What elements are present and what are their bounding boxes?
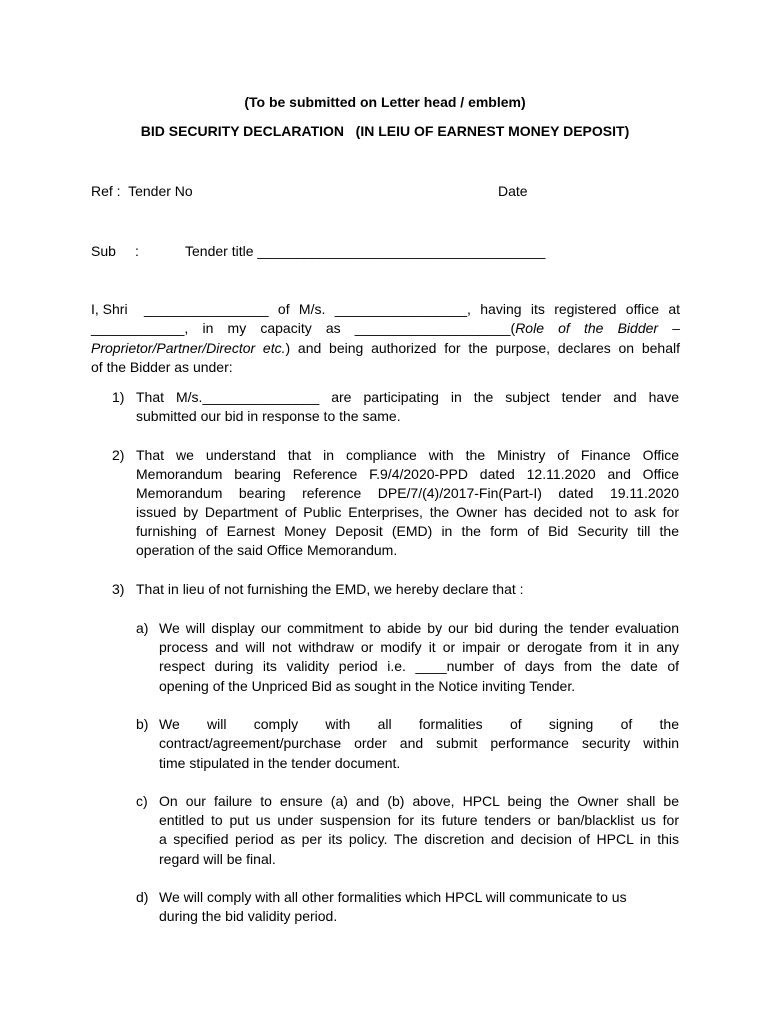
subpoint-a-line: respect during its validity period i.e. ____number of days from the date of (159, 658, 679, 674)
subpoint-a-line: We will display our commitment to abide by our bid during the tender evaluation (159, 620, 679, 636)
subpoint-c-line: entitled to put us under suspension for its future tenders or ban/blacklist us for (159, 812, 679, 828)
intro-line-1a: I, Shri (91, 301, 128, 317)
point-2-line: Memorandum bearing reference DPE/7/(4)/2017-Fin(Part-I) dated 19.11.2020 (136, 485, 679, 501)
subpoint-b-line: contract/agreement/purchase order and submit performance security within (159, 735, 679, 751)
point-2-line: issued by Department of Public Enterprises, the Owner has decided not to ask for (136, 504, 679, 520)
subpoint-d-line: We will comply with all other formalities which HPCL will communicate to us (159, 889, 627, 905)
date-label: Date (498, 183, 528, 199)
subpoint-b-label: b) (136, 716, 149, 732)
point-2-line: operation of the said Office Memorandum. (136, 542, 398, 558)
sub-label: Sub (91, 243, 116, 259)
point-2-line: Memorandum bearing Reference F.9/4/2020-PPD dated 12.11.2020 and Office (136, 466, 679, 482)
subpoint-c-line: regard will be final. (159, 851, 276, 867)
subpoint-c-label: c) (136, 793, 148, 809)
intro-line-3b: ) and being authorized for the purpose, declares on behalf (285, 340, 680, 356)
intro-line-1b: ________________ of M/s. _________________, having its registered office at (144, 301, 680, 317)
intro-role-text: Role of the Bidder – (515, 320, 680, 336)
intro-line-4: of the Bidder as under: (91, 359, 233, 375)
subpoint-c-line: On our failure to ensure (a) and (b) above, HPCL being the Owner shall be (159, 793, 679, 809)
subpoint-a-label: a) (136, 620, 149, 636)
subpoint-c-line: a specified period as per its policy. The discretion and decision of HPCL in this (159, 831, 679, 847)
subpoint-a-line: process and will not withdraw or modify it or impair or derogate from it in any (159, 639, 679, 655)
tender-title-field: Tender title _____________________________________ (185, 243, 546, 259)
point-1-line: That M/s._______________ are participating in the subject tender and have (136, 389, 679, 405)
intro-line-2a: ____________, in my capacity as ____________________( (91, 320, 516, 336)
subpoint-a-line: opening of the Unpriced Bid as sought in the Notice inviting Tender. (159, 678, 576, 694)
point-1-number: 1) (112, 389, 125, 405)
point-2-line: That we understand that in compliance with the Ministry of Finance Office (136, 447, 679, 463)
point-2-line: furnishing of Earnest Money Deposit (EMD) in the form of Bid Security till the (136, 523, 679, 539)
point-3-number: 3) (112, 581, 125, 597)
subpoint-d-line: during the bid validity period. (159, 908, 338, 924)
instruction-heading: (To be submitted on Letter head / emblem) (244, 94, 526, 110)
intro-line-3 (91, 339, 680, 358)
intro-line-2 (91, 319, 680, 338)
point-3-line: That in lieu of not furnishing the EMD, we hereby declare that : (136, 581, 524, 597)
subpoint-b-line: We will comply with all formalities of signing of the (159, 716, 679, 732)
subpoint-d-label: d) (136, 889, 149, 905)
sub-colon: : (135, 243, 139, 259)
subpoint-b-line: time stipulated in the tender document. (159, 755, 401, 771)
document-title: BID SECURITY DECLARATION (IN LEIU OF EARNEST MONEY DEPOSIT) (140, 123, 630, 139)
intro-role-examples: Proprietor/Partner/Director etc. (91, 340, 286, 356)
ref-tender-label: Ref : Tender No (91, 183, 193, 199)
point-1-line: submitted our bid in response to the same. (136, 408, 401, 424)
point-2-number: 2) (112, 447, 125, 463)
